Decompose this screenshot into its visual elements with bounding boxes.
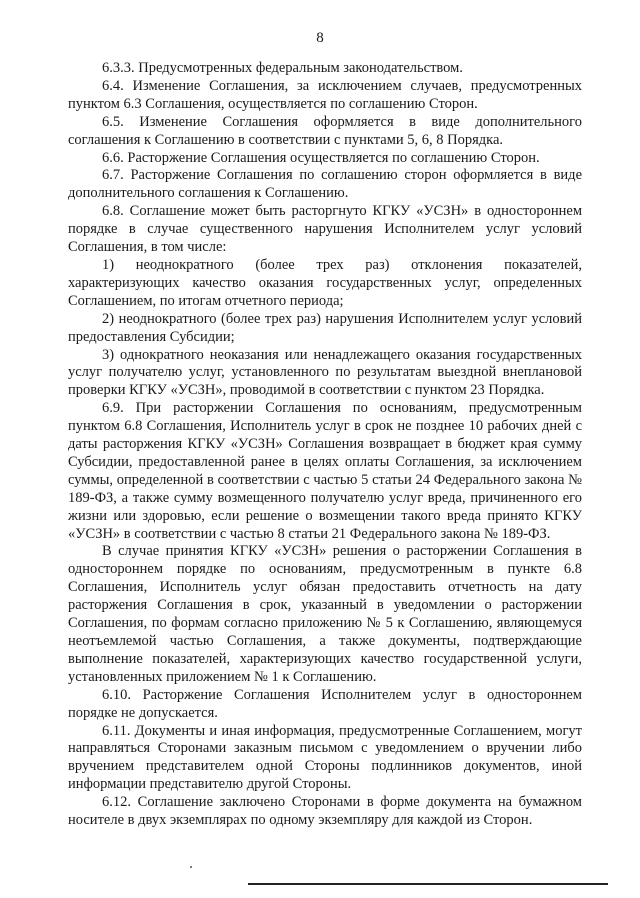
bottom-rule [248, 883, 608, 885]
paragraph-6-4: 6.4. Изменение Соглашения, за исключением случаев, предусмотренных пунктом 6.3 Соглашения, осуществляется по соглашению Сторон. [68, 77, 582, 112]
paragraph-6-12: 6.12. Соглашение заключено Сторонами в форме документа на бумажном носителе в двух экземплярах по одному экземпляру для каждой из Сторон. [68, 794, 582, 829]
list-item-1: 1) неоднократного (более трех раз) отклонения показателей, характеризующих качество оказания государственных услуг, определенных Соглашением, по итогам отчетного периода; [68, 256, 582, 309]
paragraph-6-11: 6.11. Документы и иная информация, предусмотренные Соглашением, могут направляться Сторонами заказным письмом с уведомлением о вручении либо вручением представителем одной Стороны подлинников документов, иной информации представителю другой Стороны. [68, 722, 582, 793]
page-number: 8 [316, 30, 324, 46]
document-body [68, 60, 582, 830]
paragraph-6-10: 6.10. Расторжение Соглашения Исполнителем услуг в одностороннем порядке не допускается. [68, 686, 582, 721]
paragraph-6-6: 6.6. Расторжение Соглашения осуществляется по соглашению Сторон. [102, 149, 540, 166]
paragraph-6-9: 6.9. При расторжении Соглашения по основаниям, предусмотренным пунктом 6.8 Соглашения, Исполнитель услуг в срок не позднее 10 рабочих дней с даты расторжения КГКУ «УСЗН» Соглашения возвращает в бюджет края сумму Субсидии, предоставленной ранее в целях оплаты Соглашения, за исключением суммы, определенной в соответствии с частью 5 статьи 24 Федерального закона № 189-ФЗ, а также сумму возмещенного получателю услуг вреда, причиненного его жизни или здоровью, если решение о возмещении такого вреда принято КГКУ «УСЗН» в соответствии с частью 8 статьи 21 Федерального закона № 189-ФЗ. [68, 400, 582, 542]
paragraph-6-7: 6.7. Расторжение Соглашения по соглашению сторон оформляется в виде дополнительного соглашения к Соглашению. [68, 167, 582, 202]
list-item-2: 2) неоднократного (более трех раз) нарушения Исполнителем услуг условий предоставления Субсидии; [68, 310, 582, 345]
paragraph-6-8: 6.8. Соглашение может быть расторгнуто КГКУ «УСЗН» в одностороннем порядке в случае существенного нарушения Исполнителем услуг условий Соглашения, в том числе: [68, 203, 582, 256]
paragraph-6-3-3: 6.3.3. Предусмотренных федеральным законодательством. [102, 60, 463, 76]
list-item-3: 3) однократного неоказания или ненадлежащего оказания государственных услуг получателю услуг, установленного по результатам выездной внеплановой проверки КГКУ «УСЗН», проводимой в соответствии с пунктом 23 Порядка. [68, 346, 582, 399]
paragraph-6-9-continued: В случае принятия КГКУ «УСЗН» решения о расторжении Соглашения в одностороннем порядке по основаниям, предусмотренным в пункте 6.8 Соглашения, Исполнитель услуг обязан предоставить отчетность на дату расторжения Соглашения в срок, указанный в уведомлении о расторжении Соглашения, по формам согласно приложению № 5 к Соглашению, являющемуся неотъемлемой частью Соглашения, а также документы, подтверждающие выполнение показателей, характеризующих качество государственной услуги, установленных приложением № 1 к Соглашению. [68, 543, 582, 685]
paragraph-6-5: 6.5. Изменение Соглашения оформляется в виде дополнительного соглашения к Соглашению в соответствии с пунктами 5, 6, 8 Порядка. [68, 113, 582, 148]
scan-speck [190, 866, 192, 868]
